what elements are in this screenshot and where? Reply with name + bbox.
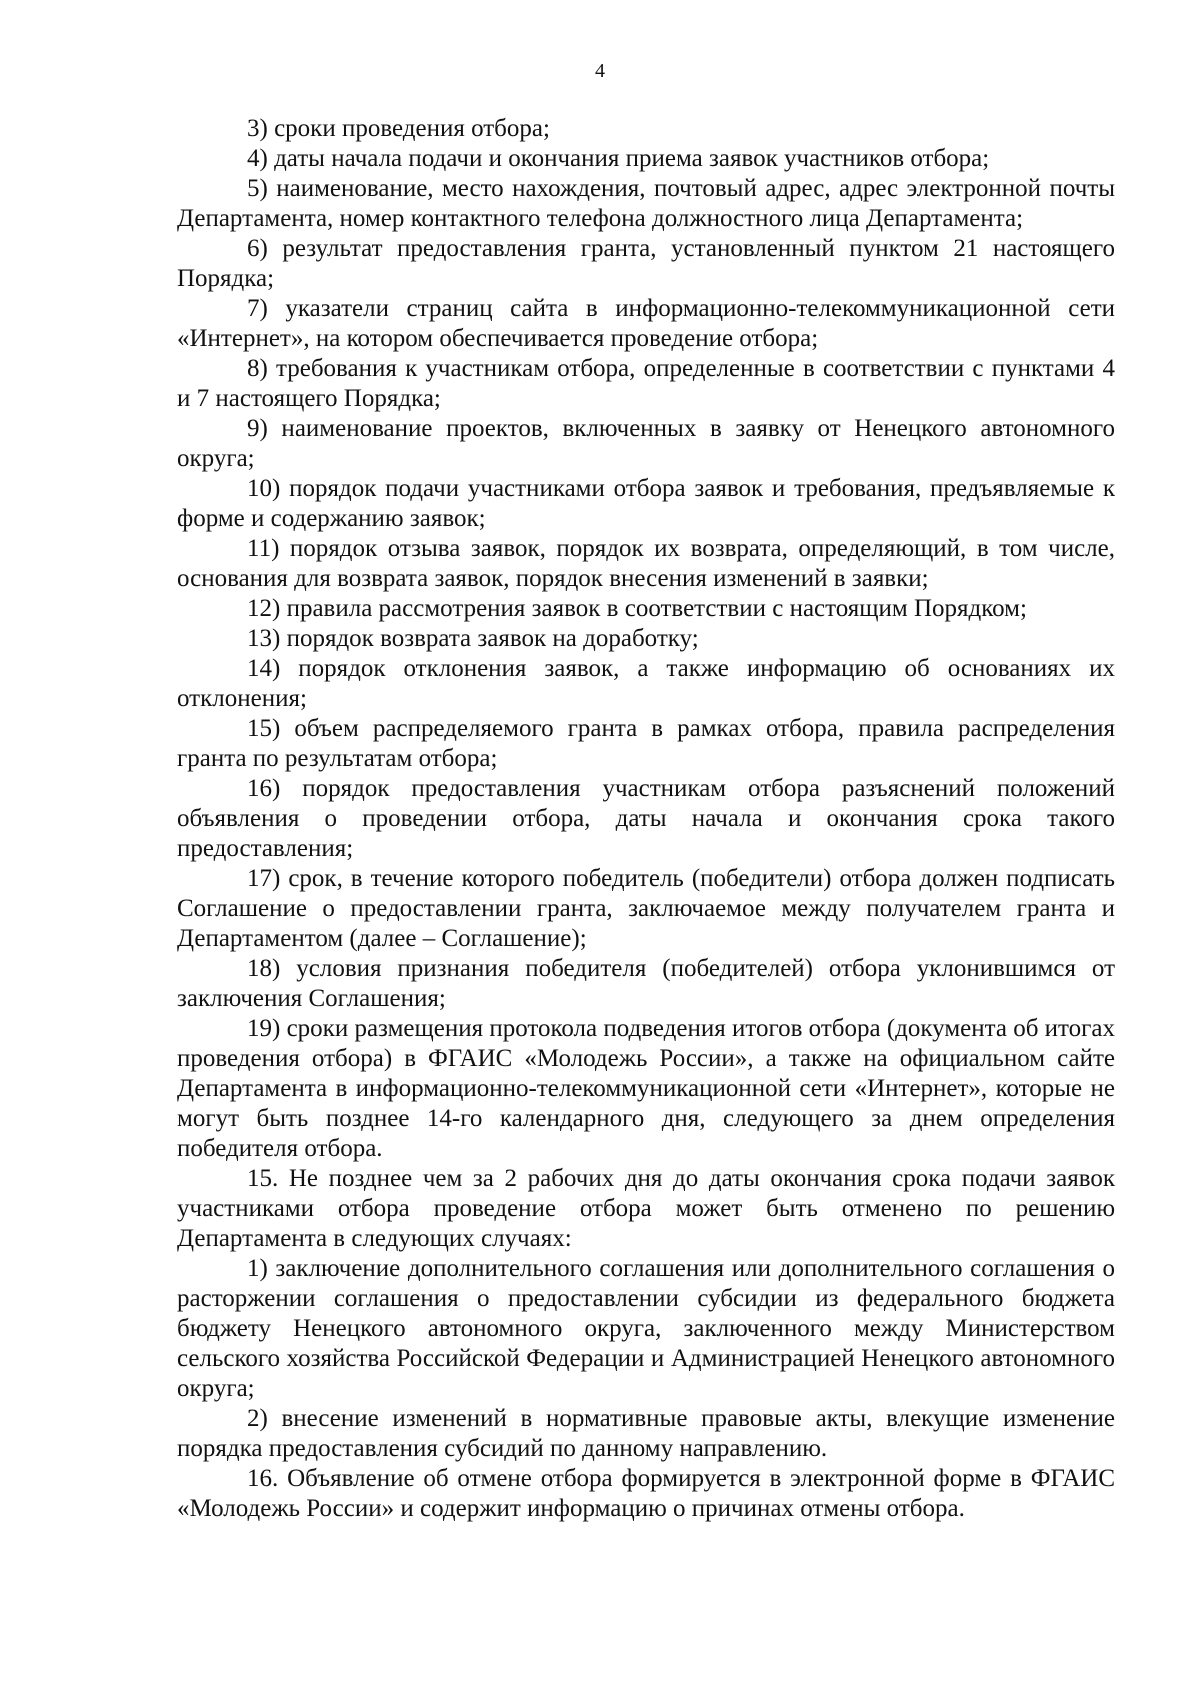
paragraph-item-15: 15) объем распределяемого гранта в рамках отбора, правила распределения гранта по результатам отбора; <box>177 715 1115 772</box>
paragraph-item-4: 4) даты начала подачи и окончания приема заявок участников отбора; <box>247 145 990 172</box>
paragraph-item-16: 16) порядок предоставления участникам отбора разъяснений положений объявления о проведении отбора, даты начала и окончания срока такого предоставления; <box>177 775 1115 862</box>
section-15-paragraph: 15. Не позднее чем за 2 рабочих дня до даты окончания срока подачи заявок участниками отбора проведение отбора может быть отменено по решению Департамента в следующих случаях: <box>177 1165 1115 1252</box>
paragraph-item-17: 17) срок, в течение которого победитель (победители) отбора должен подписать Соглашение о предоставлении гранта, заключаемое между получателем гранта и Департаментом (далее – Соглашение); <box>177 865 1115 952</box>
paragraph-item-13: 13) порядок возврата заявок на доработку; <box>247 625 699 652</box>
section-15-case-1: 1) заключение дополнительного соглашения или дополнительного соглашения о расторжении соглашения о предоставлении субсидии из федерального бюджета бюджету Ненецкого автономного округа, заключенного между Министерством сельского хозяйства Российской Федерации и Администрацией Ненецкого автономного округа; <box>177 1255 1115 1402</box>
paragraph-item-7: 7) указатели страниц сайта в информационно-телекоммуникационной сети «Интернет», на котором обеспечивается проведение отбора; <box>177 295 1115 352</box>
paragraph-item-3: 3) сроки проведения отбора; <box>247 115 550 142</box>
paragraph-item-8: 8) требования к участникам отбора, определенные в соответствии с пунктами 4 и 7 настоящего Порядка; <box>177 355 1115 412</box>
paragraph-item-6: 6) результат предоставления гранта, установленный пунктом 21 настоящего Порядка; <box>177 235 1115 292</box>
paragraph-item-5: 5) наименование, место нахождения, почтовый адрес, адрес электронной почты Департамента, номер контактного телефона должностного лица Департамента; <box>177 175 1115 232</box>
section-16-paragraph: 16. Объявление об отмене отбора формируется в электронной форме в ФГАИС «Молодежь России» и содержит информацию о причинах отмены отбора. <box>177 1465 1115 1522</box>
paragraph-item-11: 11) порядок отзыва заявок, порядок их возврата, определяющий, в том числе, основания для возврата заявок, порядок внесения изменений в заявки; <box>177 535 1115 592</box>
document-body <box>177 114 1115 1524</box>
paragraph-item-18: 18) условия признания победителя (победителей) отбора уклонившимся от заключения Соглашения; <box>177 955 1115 1012</box>
paragraph-item-9: 9) наименование проектов, включенных в заявку от Ненецкого автономного округа; <box>177 415 1115 472</box>
paragraph-item-19: 19) сроки размещения протокола подведения итогов отбора (документа об итогах проведения отбора) в ФГАИС «Молодежь России», а также на официальном сайте Департамента в информационно-телекоммуникационной сети «Интернет», которые не могут быть позднее 14-го календарного дня, следующего за днем определения победителя отбора. <box>177 1015 1115 1162</box>
paragraph-item-14: 14) порядок отклонения заявок, а также информацию об основаниях их отклонения; <box>177 655 1115 712</box>
paragraph-item-10: 10) порядок подачи участниками отбора заявок и требования, предъявляемые к форме и содержанию заявок; <box>177 475 1115 532</box>
paragraph-item-12: 12) правила рассмотрения заявок в соответствии с настоящим Порядком; <box>247 595 1027 622</box>
section-15-case-2: 2) внесение изменений в нормативные правовые акты, влекущие изменение порядка предоставления субсидий по данному направлению. <box>177 1405 1115 1462</box>
page-number: 4 <box>595 60 605 82</box>
